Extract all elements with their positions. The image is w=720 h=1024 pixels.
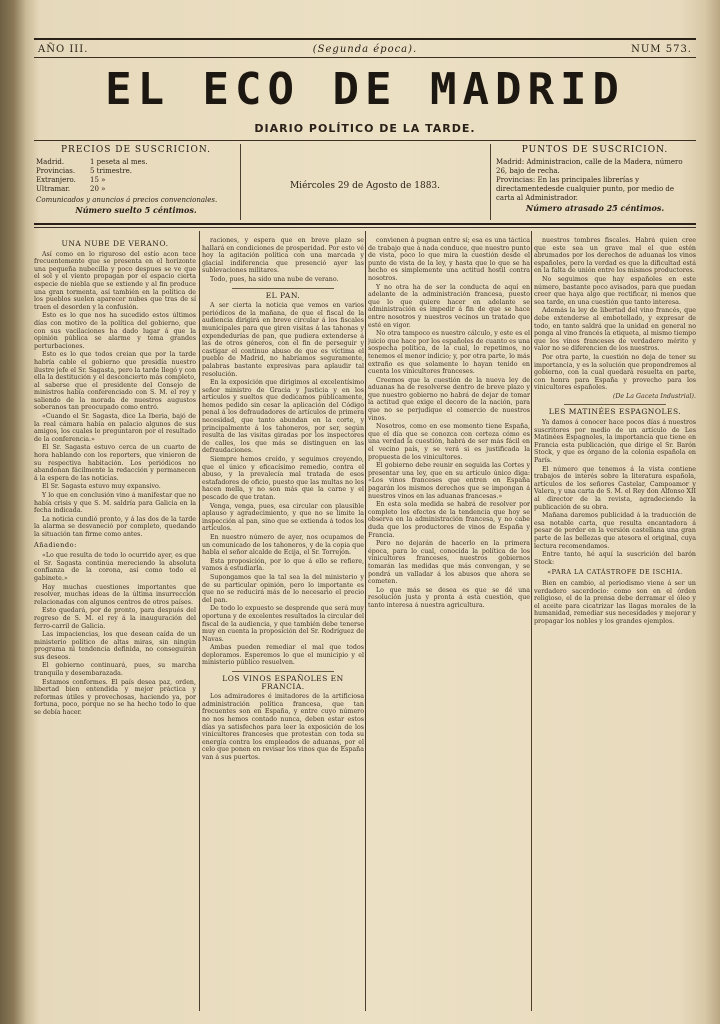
- header-rule: [34, 57, 696, 58]
- paragraph: nuestros tombres fiscales. Habrá quien cree que este sea un grave mal el que estén abrumados por los derechos de aduanas los vinos españoles, pero la verdad es que la dificultad está en la falta de unión entre los mismos productores.: [534, 237, 696, 275]
- article-subheading: «PARA LA CATÁSTROFE DE ISCHIA.: [547, 568, 683, 577]
- paragraph: Así como en lo riguroso del estío acon tece frecuentemente que se presenta en el horizonte una pequeña nubecilla y poco despues se ve que el sol y el viento propagan por el espacio cierta especie de niebla que se extiende y al fin produce una gran tormenta, así también en la política de los pueblos suelen aparecer nubes que tras de sí traen el desorden y la confusión.: [34, 250, 196, 311]
- article-separator: [232, 288, 334, 289]
- paragraph: En nuestro número de ayer, nos ocupamos de un comunicado de los tahoneros, y de la copia que habla el señor alcalde de Ecija, el Sr. Torrejón.: [202, 533, 364, 557]
- single-issue-price: Número suelto 5 céntimos.: [75, 205, 197, 215]
- paragraph: Creemos que la cuestión de la nueva ley de aduanas ha de resolverse dentro de breve plazo y que nuestro gobierno no habrá de dejar de tomar la actitud que exige el decoro de la nación, para que no se perjudique el comercio de nuestros vinos.: [368, 376, 530, 422]
- back-issue-price: Número atrasado 25 céntimos.: [525, 203, 665, 213]
- issue-date: Miércoles 29 de Agosto de 1883.: [289, 181, 441, 191]
- paragraph: Esto quedará, por de pronto, para después del regreso de S. M. el rey á la inauguración del ferro-carril de Galicia.: [34, 607, 196, 630]
- article-separator: [564, 404, 666, 405]
- paragraph: El Sr. Sagasta estuvo cerca de un cuarto de hora hablando con los reporters, que vinieron de su respectiva habitación. Los periódicos no abandonan fácilmente la redacción y permanecen á la espera de las noticias.: [34, 444, 196, 482]
- paragraph: El número que tenemos á la vista contiene trabajos de interés sobre la literatura española, artículos de los señores Castelar, Campoamor y Valera, y una carta de S. M. el Rey don Alfonso XII al director de la revista, agradeciendo la publicación de su obra.: [534, 465, 696, 511]
- issue-epoch: (Segunda época).: [312, 44, 418, 55]
- points-title: PUNTOS DE SUSCRICION.: [521, 145, 669, 155]
- price-row: Madrid. 1 peseta al mes.: [36, 158, 148, 166]
- paragraph: Venga, venga, pues, esa circular con plausible aplauso y agradecimiento, y que no se limite la inspección al pan, sino que se extienda á todos los artículos.: [202, 502, 364, 533]
- top-rule: [34, 38, 696, 40]
- article-heading: EL PAN.: [265, 290, 301, 300]
- paragraph: Entre tanto, hé aquí la suscrición del barón Stock:: [534, 551, 696, 566]
- price-row: Provincias. 5 trimestre.: [36, 167, 132, 175]
- article-heading: LES MATINÉES ESPAGNOLES.: [548, 407, 682, 417]
- newspaper-title: EL ECO DE MADRID: [105, 64, 625, 115]
- paragraph: Y lo que en conclusión vino á manifestar que no había crisis y que S. M. saldría para Galicia en la fecha indicada.: [34, 492, 196, 515]
- paragraph: Además la ley de libertad del vino francés, que debe extenderse al embotellado, y expresar de todo, en tanto saldrá que la unidad en general no ponga al vino francés la etiqueta, al mismo tiempo que los vinos franceses de verdadero mérito y valor no se diferencien de los nuestros.: [534, 307, 696, 353]
- paragraph: Ambas pueden remediar el mal que todos deploramos. Esperemos lo que el municipio y el ministerio público resuelven.: [202, 644, 364, 667]
- masthead-rule: [34, 140, 696, 141]
- paragraph: Supongamos que la tal sea la del ministerio y de su particular opinión, pero lo importante es que no se reducirá más de lo necesario el precio del pan.: [202, 573, 364, 604]
- paragraph: convienen á pugnan entre sí; esa es una táctica de trabajo que á nada conduce, que nuestro punto de vista, poco lo que mira la cuestión desde el punto de vista de la ley, y hasta que lo que se ha hecho es simplemente una actitud hostil contra nosotros.: [368, 237, 530, 282]
- paragraph: En la exposición que dirigimos al excelentísimo señor ministro de Gracia y Justicia y en los artículos y sueltos que dedicamos públicamente, hemos pedido sin cesar la aplicación del Código penal á los defraudadores de artículos de primera necesidad, que tanto abundan en la corte, y principalmente á los tahoneros, por ser, según resulta de las visitas giradas por los inspectores de calles, los que más se distinguen en las defraudaciones.: [202, 379, 364, 455]
- article-heading: UNA NUBE DE VERANO.: [61, 239, 169, 248]
- content-top-rule-thin: [34, 227, 696, 228]
- paragraph: A ser cierta la noticia que vemos en varios periódicos de la mañana, de que el fiscal de la audiencia dirigirá en breve circular á los fiscales municipales para que giren visitas á las tahonas y expendedurías de pan, que pudiera extenderse á las de otros géneros, con el fin de perseguir y castigar el continuo abuso de que es víctima el pueblo de Madrid, no habríamos seguramente, palabras bastante expresivas para aplaudir tal resolución.: [202, 302, 364, 378]
- paragraph: Las impaciencias, los que desean caída de un ministerio político de altas miras, sin ningún programa ni tendencia definida, no conseguirán sus deseos.: [34, 631, 196, 661]
- newspaper-subtitle: DIARIO POLÍTICO DE LA TARDE.: [254, 122, 476, 135]
- paragraph: Todo, pues, ha sido una nube de verano.: [210, 275, 339, 283]
- column-divider: [531, 231, 532, 1011]
- article-separator: [232, 671, 334, 672]
- box-divider: [490, 144, 491, 220]
- ads-note: Comunicados y anuncios á precios convencionales.: [36, 196, 218, 204]
- quote-label: Añadiendo:: [34, 540, 77, 549]
- paragraph: En esta sola medida se habrá de resolver por completo los efectos de la tendencia que hoy se observa en la administración francesa, y no cabe duda que los productores de vinos de España y Francia.: [368, 501, 530, 539]
- subscription-title: PRECIOS DE SUSCRICION.: [60, 145, 211, 155]
- column-3: [368, 237, 530, 1009]
- paragraph: Pero no dejarán de hacerlo en la primera época, para lo cual, conocida la política de los vinicultores franceses, nuestros gobiernos tomarán las medidas que más convengan, y se pondrá un valladar á los abusos que ahora se cometen.: [368, 540, 530, 586]
- paragraph: Mañana daremos publicidad á la traducción de esa notable carta, que resulta encantadora á pesar de perder en la versión castellana una gran parte de las bellezas que atesora el original, cuya lectura recomendamos.: [534, 512, 696, 550]
- paragraph: No otra tampoco es nuestro cálculo, y este es el juicio que hace por los españoles de cuanto es una sospecha política, de la cual, lo repetimos, no tenemos el menor indicio; y, por otra parte, lo más extraño es que solamente lo hayan tenido en cuenta los vinicultores franceses.: [368, 330, 530, 376]
- paragraph: raciones, y espera que en breve plazo se hallará en condiciones de prosperidad. Por esto vé hoy la agitación política con una marcada y glacial indiferencia que presenció ayer las sublevaciones militares.: [202, 237, 364, 275]
- paragraph: Esto es lo que todos creian que por la tarde habría cable el gobierno que presidía nuestro ilustre jefe el Sr. Sagasta, pero la tarde llegó y con ella la destitución y el desconcierto más completo, al saberse que el presidente del Consejo de ministros había conferenciado con S. M. el rey y saliendo de la morada de nuestros augustos soberanos tan preocupado como entró.: [34, 351, 196, 412]
- column-4: [534, 237, 696, 1009]
- column-divider: [365, 231, 366, 1011]
- subscription-points: [496, 146, 694, 213]
- paragraph: Esta proposición, por lo que á ello se refiere, vamos á estudiarla.: [202, 557, 364, 573]
- paragraph: «Cuando el Sr. Sagasta, dice La Iberia, bajó de la real cámara había en palacio algunos de sus amigos, los cuales le preguntaron por el resultado de la conferencia.»: [34, 413, 196, 443]
- paragraph: Estamos conformes. El país desea paz, orden, libertad bien entendida y mejor práctica y reformas útiles y provechosas, haciendo ya, por fortuna, poco, porque no se ha hecho todo lo que se debía hacer.: [34, 678, 196, 717]
- column-1: [34, 237, 196, 1009]
- paragraph: Por otra parte, la cuestión no deja de tener su importancia, y es la solución que propondremos al gobierno, con la cual quedará resuelta en parte, con honra para España y provecho para los vinicultores españoles.: [534, 353, 696, 392]
- paragraph: Bien en cambio, al periodismo viene á ser un verdadero sacerdocio: como son en el órden religioso, el de la prensa debe derramar el óleo y el aceite para cicatrizar las llagas morales de la humanidad, remediar sus necesidades y mejorar y propagar los nobles y los grandes ejemplos.: [534, 579, 696, 625]
- price-row: Ultramar. 20 »: [36, 185, 106, 193]
- content-top-rule: [34, 223, 696, 225]
- paragraph: La noticia cundió pronto, y á las dos de la tarde la alarma se desvaneció por completo, quedando la situación tan firme como antes.: [34, 515, 196, 538]
- paragraph: Nosotros, como en ese momento tiene España, que el día que se conozca con certeza cómo es una verdad la cuestión, habrá de ser más fácil en el vecino país, y se verá si es justificada la propuesta de los vinicultores.: [368, 423, 530, 461]
- paragraph: Siempre hemos creído, y seguimos creyendo, que el único y eficacísimo remedio, contra el abuso, y la prevalecía mal tratada de esos estafadores de oficio, puesto que las multas no les hacen mella, y no son más que la carne y el pescado de que tratan.: [202, 456, 364, 501]
- newspaper-page: [34, 18, 696, 1018]
- article-heading: LOS VINOS ESPAÑOLES EN FRANCIA.: [222, 674, 344, 691]
- source-credit: (De La Gaceta Industrial).: [612, 392, 696, 400]
- paragraph: Hay muchas cuestiones importantes que resolver, muchas ideas de la última insurrección relacionadas con algunos centros de otros países.: [34, 583, 196, 606]
- subscription-prices: [36, 146, 236, 215]
- paragraph: Los admiradores é imitadores de la artificiosa administración política francesa, que tan frecuentes son en España, y entre cuyo número no nos hemos contado nunca, deben estar estos días ya satisfechos para leer la exposición de los vinicultores franceses que protestan con toda su energía contra los empleados de aduanas, por el celo que ponen en revisar los vinos que de España van á sus puertos.: [202, 693, 364, 761]
- price-row: Extranjero. 15 »: [36, 176, 106, 184]
- column-2: [202, 237, 364, 1009]
- paragraph: Ya damos á conocer hace pocos días á nuestros suscritores por medio de un artículo de Les Matinées Espagnoles, la importancia que tiene en Francia esta publicación, que dirige el Sr. Barón Stock, y que es órgano de la colonia española en París.: [534, 419, 696, 465]
- paragraph: Y no otra ha de ser la conducta de aquí en adelante de la administración francesa, puesto que lo que quiere hacer en adelante se administración es impedir á fin de que se hace entre nosotros y nuestros vecinos un tratado que esté en vigor.: [368, 283, 530, 329]
- column-divider: [199, 231, 200, 1011]
- paragraph: El gobierno continuará, pues, su marcha tranquila y desembarazada.: [34, 662, 196, 678]
- paragraph: Lo que más se desea es que se dé una resolución justa y pronta á esta cuestión, que tanto interesa á nuestra agricultura.: [368, 586, 530, 609]
- issue-number: NUM 573.: [631, 44, 692, 55]
- paragraph: De todo lo expuesto se desprende que será muy oportuna y de excelentes resultados la circular del fiscal de la audiencia, y que también debe tenerse muy en cuenta la proposición del Sr. Rodríguez de Navas.: [202, 605, 364, 643]
- points-madrid: Madrid: Administracion, calle de la Madera, número 26, bajo de recha.: [496, 158, 683, 175]
- paragraph: Esto es lo que nos ha sucedido estos últimos días con motivo de la política del gobierno, que con sus vacilaciones ha dado lugar á que la opinión pública se alarme y tema grandes perturbaciones.: [34, 312, 196, 350]
- paragraph: El gobierno debe reunir en seguida las Cortes y presentar una ley, que en su artículo único diga: «Los vinos franceses que entren en España pagarán los mismos derechos que se impongan á nuestros vinos en las aduanas francesas.»: [368, 462, 530, 500]
- quote: «Lo que resulta de todo lo ocurrido ayer, es que el Sr. Sagasta continúa mereciendo la absoluta confianza de la corona, así como todo el gabinete.»: [34, 552, 196, 582]
- paragraph: El Sr. Sagasta estuvo muy expansivo.: [42, 483, 161, 491]
- box-divider: [240, 144, 241, 220]
- issue-year: AÑO III.: [38, 44, 89, 55]
- points-provinces: Provincias: En las principales librerías y directamentedesde cualquier punto, por medio de carta al Administrador.: [496, 176, 675, 202]
- paragraph: No seguimos que hay españoles en este número, bastante poco avisados, para que puedan creer que haya algo que rectificar, ni menos que sea tarde, en una cuestión que tanto interesa.: [534, 275, 696, 306]
